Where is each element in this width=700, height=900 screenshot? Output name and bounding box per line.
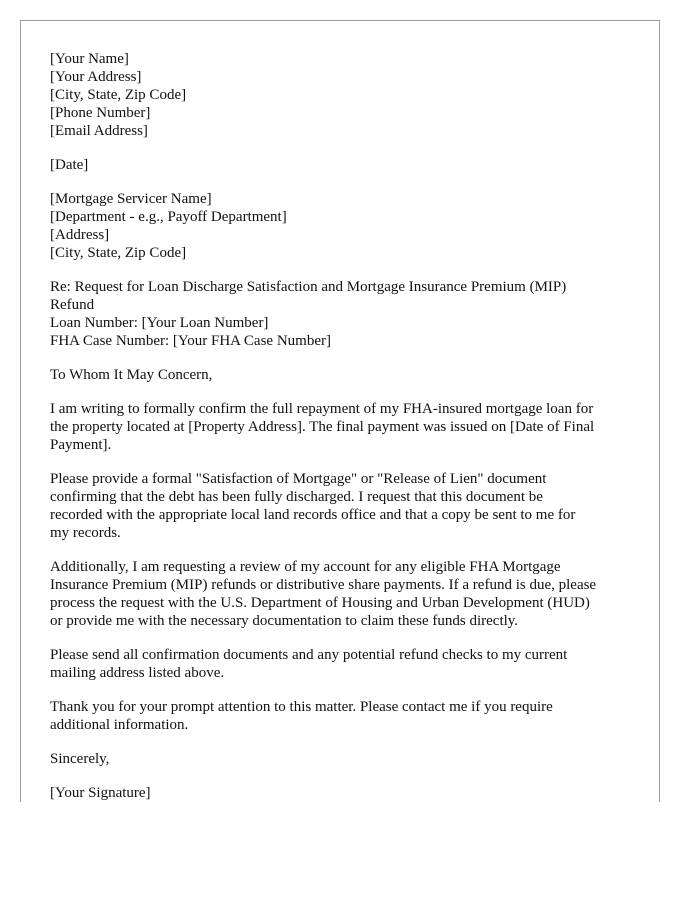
closing: Sincerely, bbox=[50, 751, 110, 767]
body-line: confirming that the debt has been fully discharged. I request that this document be bbox=[50, 489, 543, 505]
body-line: additional information. bbox=[50, 717, 189, 733]
body-paragraph-3 bbox=[50, 558, 640, 630]
recipient-city-state-zip: [City, State, Zip Code] bbox=[50, 245, 187, 261]
body-line: my records. bbox=[50, 525, 121, 541]
body-line: Please provide a formal "Satisfaction of Mortgage" or "Release of Lien" document bbox=[50, 471, 547, 487]
signature-placeholder: [Your Signature] bbox=[50, 785, 151, 801]
signature-block bbox=[50, 784, 640, 802]
salutation-block bbox=[50, 366, 640, 384]
body-paragraph-2 bbox=[50, 470, 640, 542]
body-line: mailing address listed above. bbox=[50, 665, 225, 681]
re-line-2: Refund bbox=[50, 297, 95, 313]
sender-city-state-zip: [City, State, Zip Code] bbox=[50, 87, 187, 103]
letter-date: [Date] bbox=[50, 157, 89, 173]
sender-address: [Your Address] bbox=[50, 69, 142, 85]
body-line: I am writing to formally confirm the full repayment of my FHA-insured mortgage loan for bbox=[50, 401, 594, 417]
body-line: process the request with the U.S. Department of Housing and Urban Development (HUD) bbox=[50, 595, 590, 611]
body-paragraph-1 bbox=[50, 400, 640, 454]
body-line: recorded with the appropriate local land records office and that a copy be sent to me for bbox=[50, 507, 576, 523]
sender-block bbox=[50, 50, 640, 140]
recipient-address: [Address] bbox=[50, 227, 110, 243]
letter-page bbox=[20, 20, 660, 802]
recipient-block bbox=[50, 190, 640, 262]
sender-name: [Your Name] bbox=[50, 51, 129, 67]
sender-phone: [Phone Number] bbox=[50, 105, 151, 121]
body-line: the property located at [Property Address]. The final payment was issued on [Date of Final bbox=[50, 419, 595, 435]
body-line: Payment]. bbox=[50, 437, 112, 453]
re-line-1: Re: Request for Loan Discharge Satisfaction and Mortgage Insurance Premium (MIP) bbox=[50, 279, 567, 295]
body-line: Additionally, I am requesting a review of my account for any eligible FHA Mortgage bbox=[50, 559, 561, 575]
body-line: or provide me with the necessary documentation to claim these funds directly. bbox=[50, 613, 519, 629]
recipient-department: [Department - e.g., Payoff Department] bbox=[50, 209, 287, 225]
body-line: Please send all confirmation documents and any potential refund checks to my current bbox=[50, 647, 568, 663]
fha-case-number: FHA Case Number: [Your FHA Case Number] bbox=[50, 333, 331, 349]
body-line: Insurance Premium (MIP) refunds or distributive share payments. If a refund is due, please bbox=[50, 577, 597, 593]
letter-content bbox=[50, 50, 640, 818]
closing-block bbox=[50, 750, 640, 768]
body-paragraph-5 bbox=[50, 698, 640, 734]
loan-number: Loan Number: [Your Loan Number] bbox=[50, 315, 269, 331]
date-block bbox=[50, 156, 640, 174]
body-paragraph-4 bbox=[50, 646, 640, 682]
subject-block bbox=[50, 278, 640, 350]
recipient-servicer: [Mortgage Servicer Name] bbox=[50, 191, 212, 207]
body-line: Thank you for your prompt attention to this matter. Please contact me if you require bbox=[50, 699, 553, 715]
salutation: To Whom It May Concern, bbox=[50, 367, 213, 383]
sender-email: [Email Address] bbox=[50, 123, 148, 139]
